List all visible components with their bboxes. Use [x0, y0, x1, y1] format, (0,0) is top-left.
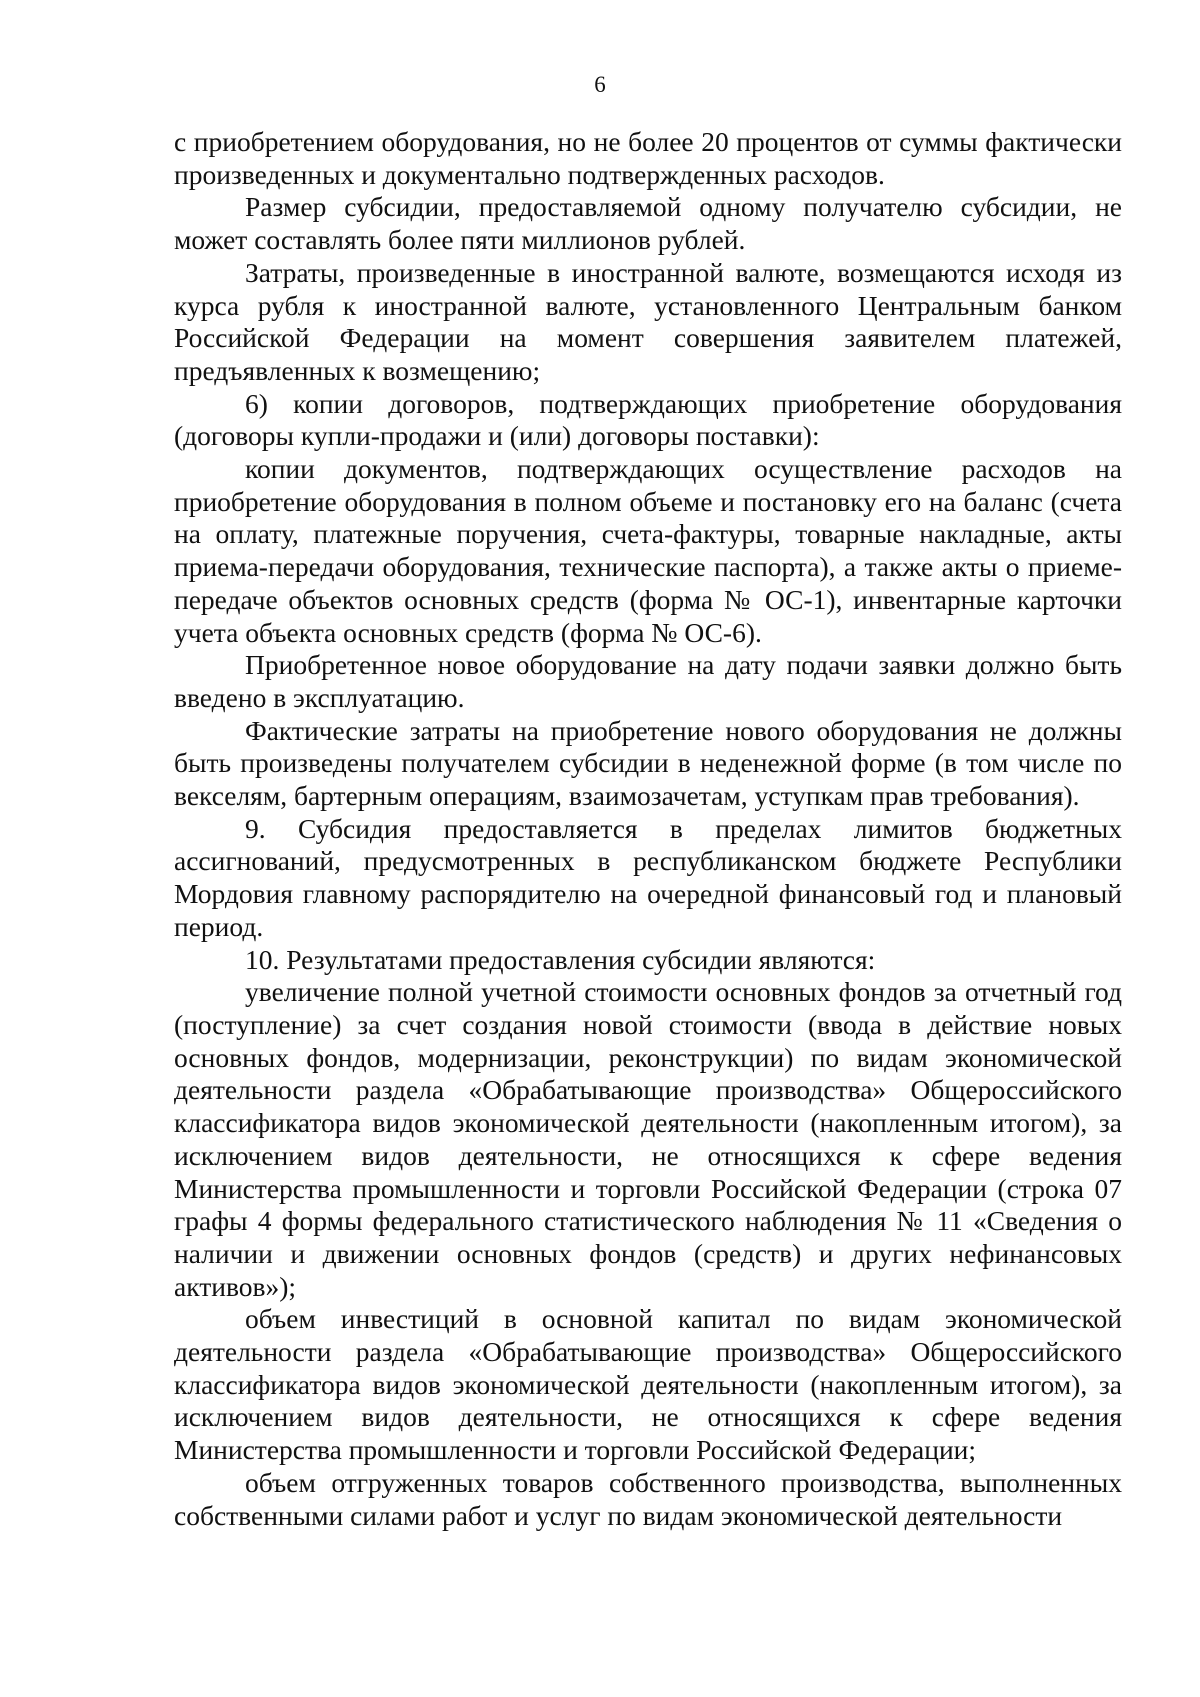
page-number: 6	[594, 72, 606, 97]
paragraph-item-10: 10. Результатами предоставления субсидии являются:	[245, 943, 876, 975]
paragraph-result-investments: объем инвестиций в основной капитал по видам экономической деятельности раздела «Обрабатывающие производства» Общероссийского классификатора видов экономической деятельности (накопленным итогом), за исключением видов деятельности, не относящихся к сфере ведения Министерства промышленности и торговли Российской Федерации;	[174, 1303, 1122, 1466]
paragraph-equipment-operation: Приобретенное новое оборудование на дату подачи заявки должно быть введено в эксплуатацию.	[174, 649, 1122, 713]
paragraph-documents: копии документов, подтверждающих осуществление расходов на приобретение оборудования в полном объеме и постановку его на баланс (счета на оплату, платежные поручения, счета-фактуры, товарные накладные, акты приема-передачи оборудования, технические паспорта), а также акты о приеме-передаче объектов основных средств (форма № ОС-1), инвентарные карточки учета объекта основных средств (форма № ОС-6).	[174, 453, 1122, 648]
body-text	[174, 126, 1122, 1532]
paragraph-result-fixed-assets: увеличение полной учетной стоимости основных фондов за отчетный год (поступление) за счет создания новой стоимости (ввода в действие новых основных фондов, модернизации, реконструкции) по видам экономической деятельности раздела «Обрабатывающие производства» Общероссийского классификатора видов экономической деятельности (накопленным итогом), за исключением видов деятельности, не относящихся к сфере ведения Министерства промышленности и торговли Российской Федерации (строка 07 графы 4 формы федерального статистического наблюдения № 11 «Сведения о наличии и движении основных фондов (средств) и других нефинансовых активов»);	[174, 976, 1122, 1302]
paragraph-item-6: 6) копии договоров, подтверждающих приобретение оборудования (договоры купли-продажи и (или) договоры поставки):	[174, 387, 1122, 452]
paragraph-result-shipped-goods: объем отгруженных товаров собственного производства, выполненных собственными силами работ и услуг по видам экономической деятельности	[174, 1466, 1122, 1531]
paragraph-subsidy-limit: Размер субсидии, предоставляемой одному получателю субсидии, не может составлять более пяти миллионов рублей.	[174, 191, 1122, 256]
paragraph-foreign-currency: Затраты, произведенные в иностранной валюте, возмещаются исходя из курса рубля к иностранной валюте, установленного Центральным банком Российской Федерации на момент совершения заявителем платежей, предъявленных к возмещению;	[174, 256, 1122, 386]
paragraph-continuation: с приобретением оборудования, но не более 20 процентов от суммы фактически произведенных и документально подтвержденных расходов.	[174, 126, 1122, 190]
paragraph-actual-costs: Фактические затраты на приобретение нового оборудования не должны быть произведены получателем субсидии в неденежной форме (в том числе по векселям, бартерным операциям, взаимозачетам, уступкам прав требования).	[174, 714, 1122, 812]
paragraph-item-9: 9. Субсидия предоставляется в пределах лимитов бюджетных ассигнований, предусмотренных в республиканском бюджете Республики Мордовия главному распорядителю на очередной финансовый год и плановый период.	[174, 812, 1122, 942]
